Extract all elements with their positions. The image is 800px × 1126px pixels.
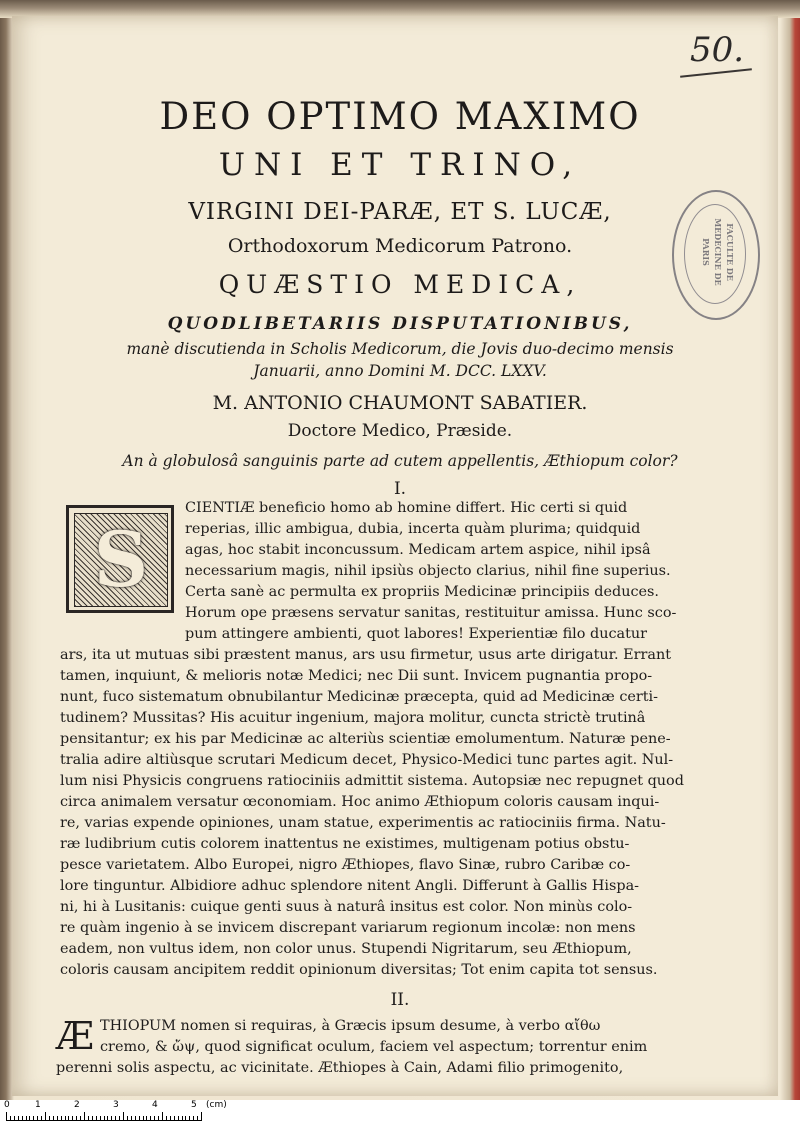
subtitle-disputationibus: QUODLIBETARIIS DISPUTATIONIBUS,: [167, 314, 633, 334]
ruler-tick: [14, 1116, 15, 1121]
ruler-tick: [45, 1112, 46, 1121]
title-line-5: QUÆSTIO MEDICA,: [218, 270, 582, 299]
section-1-line: re quàm ingenio à se invicem discrepant variarum regionum incolæ: non mens: [60, 920, 636, 936]
question-line: An à globulosâ sanguinis parte ad cutem appellentis, Æthiopum color?: [122, 452, 678, 470]
ruler-tick: [143, 1116, 144, 1121]
section-1-line: coloris causam ancipitem reddit opinionum diversitas; Tot enim capita tot sensus.: [60, 962, 658, 978]
ruler-tick: [104, 1116, 105, 1121]
section-1-line: re, varias expende opiniones, unam statue, experimentis ac ratiociniis firma. Natu-: [60, 815, 666, 831]
ruler-label: 3: [113, 1100, 119, 1110]
ruler-tick: [201, 1112, 202, 1121]
section-1-line: tamen, inquiunt, & melioris notæ Medici; nec Dii sunt. Invicem pugnantia propo-: [60, 668, 653, 684]
section-2-line: cremo, & ὤψ, quod significat oculum, faciem vel aspectum; torrentur enim: [100, 1039, 648, 1055]
title-line-2: UNI ET TRINO,: [218, 147, 582, 183]
ruler-tick: [18, 1116, 19, 1121]
ruler-tick: [150, 1116, 151, 1121]
ruler-tick: [76, 1116, 77, 1121]
section-1-number: I.: [393, 479, 407, 499]
ruler-tick: [72, 1116, 73, 1121]
ruler-tick: [29, 1116, 30, 1121]
ruler-label: 1: [35, 1100, 41, 1110]
section-1-line: ni, hi à Lusitanis: cuique genti suus à naturâ insitus est color. Non minùs colo-: [60, 899, 633, 915]
ruler-tick: [53, 1116, 54, 1121]
section-1-line: ars, ita ut mutuas sibi præstent manus, ars usu firmetur, usus arte dirigatur. Errant: [60, 647, 672, 663]
section-1-line: pensitantur; ex his par Medicinæ ac alteriùs scientiæ emolumentum. Naturæ pene-: [60, 731, 671, 747]
section-1-line: agas, hoc stabit inconcussum. Medicam artem aspice, nihil ipsâ: [185, 542, 651, 558]
section-2-dropcap: Æ: [56, 1014, 95, 1058]
ruler-label: 2: [74, 1100, 80, 1110]
folio-mark: 50.: [690, 30, 745, 70]
section-1-line: tudinem? Mussitas? His acuitur ingenium, majora molitur, cuncta strictè trutinâ: [60, 710, 646, 726]
ruler-label: 4: [152, 1100, 158, 1110]
section-1-line: pesce varietatem. Albo Europei, nigro Æthiopes, flavo Sinæ, rubro Caribæ co-: [60, 857, 631, 873]
presider-title: Doctore Medico, Præside.: [287, 421, 513, 441]
section-1-line: eadem, non vultus idem, non color unus. Stupendi Nigritarum, seu Æthiopum,: [60, 941, 632, 957]
ruler-tick: [197, 1116, 198, 1121]
section-1-line: ræ ludibrium cutis colorem inattentus ne existimes, multigenam potius obstu-: [60, 836, 630, 852]
ruler-tick: [10, 1116, 11, 1121]
ruler-tick: [41, 1116, 42, 1121]
ruler-tick: [135, 1116, 136, 1121]
ruler-tick: [65, 1116, 66, 1121]
presider-name: M. ANTONIO CHAUMONT SABATIER.: [212, 392, 588, 414]
ruler-tick: [96, 1116, 97, 1121]
ornamental-dropcap: [66, 505, 174, 613]
ruler-tick: [61, 1116, 62, 1121]
ruler-tick: [37, 1116, 38, 1121]
ruler-tick: [115, 1116, 116, 1121]
ruler-tick: [139, 1116, 140, 1121]
section-2-number: II.: [390, 990, 410, 1010]
ruler-tick: [6, 1112, 7, 1121]
ruler-tick: [22, 1116, 23, 1121]
ruler-tick: [166, 1116, 167, 1121]
ruler-tick: [174, 1116, 175, 1121]
ruler-tick: [193, 1116, 194, 1121]
section-1-line: lum nisi Physicis congruens ratiociniis admittit sistema. Autopsiæ nec repugnet quod: [60, 773, 684, 789]
ruler-tick: [158, 1116, 159, 1121]
section-1-line: nunt, fuco sistematum obnubilantur Medicinæ præcepta, quid ad Medicinæ certi-: [60, 689, 659, 705]
ruler-tick: [26, 1116, 27, 1121]
section-1-line: pum attingere ambienti, quot labores! Experientiæ filo ducatur: [185, 626, 648, 642]
ruler-tick: [80, 1116, 81, 1121]
section-1-line: circa animalem versatur œconomiam. Hoc animo Æthiopum coloris causam inqui-: [60, 794, 660, 810]
ruler-tick: [170, 1116, 171, 1121]
section-1-line: lore tinguntur. Albidiore adhuc splendore nitent Angli. Differunt à Gallis Hispa-: [60, 878, 640, 894]
ruler-tick: [111, 1116, 112, 1121]
section-1-line: tralia adire altiùsque scrutari Medicum decet, Physico-Medici tunc partes agit. Nul-: [60, 752, 674, 768]
dropcap-letter: S: [93, 515, 149, 604]
subtitle-date-line-2: Januarii, anno Domini M. DCC. LXXV.: [253, 362, 547, 380]
ruler-tick: [185, 1116, 186, 1121]
ruler-label: 5: [191, 1100, 197, 1110]
ruler-tick: [127, 1116, 128, 1121]
title-line-3: VIRGINI DEI-PARÆ, ET S. LUCÆ,: [188, 199, 612, 225]
title-line-1: DEO OPTIMO MAXIMO: [159, 95, 641, 138]
ruler-tick: [146, 1116, 147, 1121]
ruler-tick: [154, 1116, 155, 1121]
section-1-line: reperias, illic ambigua, dubia, incerta quàm plurima; quidquid: [185, 521, 641, 537]
scale-ruler: [0, 1100, 800, 1126]
ruler-tick: [178, 1116, 179, 1121]
section-2-line: THIOPUM nomen si requiras, à Græcis ipsum desume, à verbo αἴθω: [100, 1018, 601, 1034]
section-1-line: Horum ope præsens servatur sanitas, restituitur amissa. Hunc sco-: [185, 605, 677, 621]
ruler-tick: [131, 1116, 132, 1121]
ruler-tick: [92, 1116, 93, 1121]
ruler-tick: [123, 1112, 124, 1121]
section-1-line: CIENTIÆ beneficio homo ab homine differt. Hic certi si quid: [185, 500, 628, 516]
ruler-tick: [33, 1116, 34, 1121]
ruler-tick: [68, 1116, 69, 1121]
ruler-tick: [189, 1116, 190, 1121]
ruler-tick: [84, 1112, 85, 1121]
dropcap-engraving: [74, 513, 168, 607]
ruler-tick: [107, 1116, 108, 1121]
stamp-text: FACULTE DE MEDECINE DE PARIS: [701, 218, 735, 286]
title-line-4: Orthodoxorum Medicorum Patrono.: [227, 235, 573, 257]
ruler-tick: [119, 1116, 120, 1121]
section-1-line: necessarium magis, nihil ipsiùs objecto clarius, nihil fine superius.: [185, 563, 671, 579]
ruler-unit: (cm): [206, 1100, 227, 1110]
ruler-tick: [182, 1116, 183, 1121]
section-2-line: perenni solis aspectu, ac vicinitate. Æthiopes à Cain, Adami filio primogenito,: [56, 1060, 624, 1076]
ruler-tick: [49, 1116, 50, 1121]
ruler-tick: [100, 1116, 101, 1121]
subtitle-date-line-1: manè discutienda in Scholis Medicorum, die Jovis duo-decimo mensis: [126, 340, 674, 358]
section-1-line: Certa sanè ac permulta ex propriis Medicinæ principiis deduces.: [185, 584, 659, 600]
ruler-tick: [57, 1116, 58, 1121]
ruler-tick: [88, 1116, 89, 1121]
ruler-tick: [162, 1112, 163, 1121]
ruler-label: 0: [4, 1100, 10, 1110]
